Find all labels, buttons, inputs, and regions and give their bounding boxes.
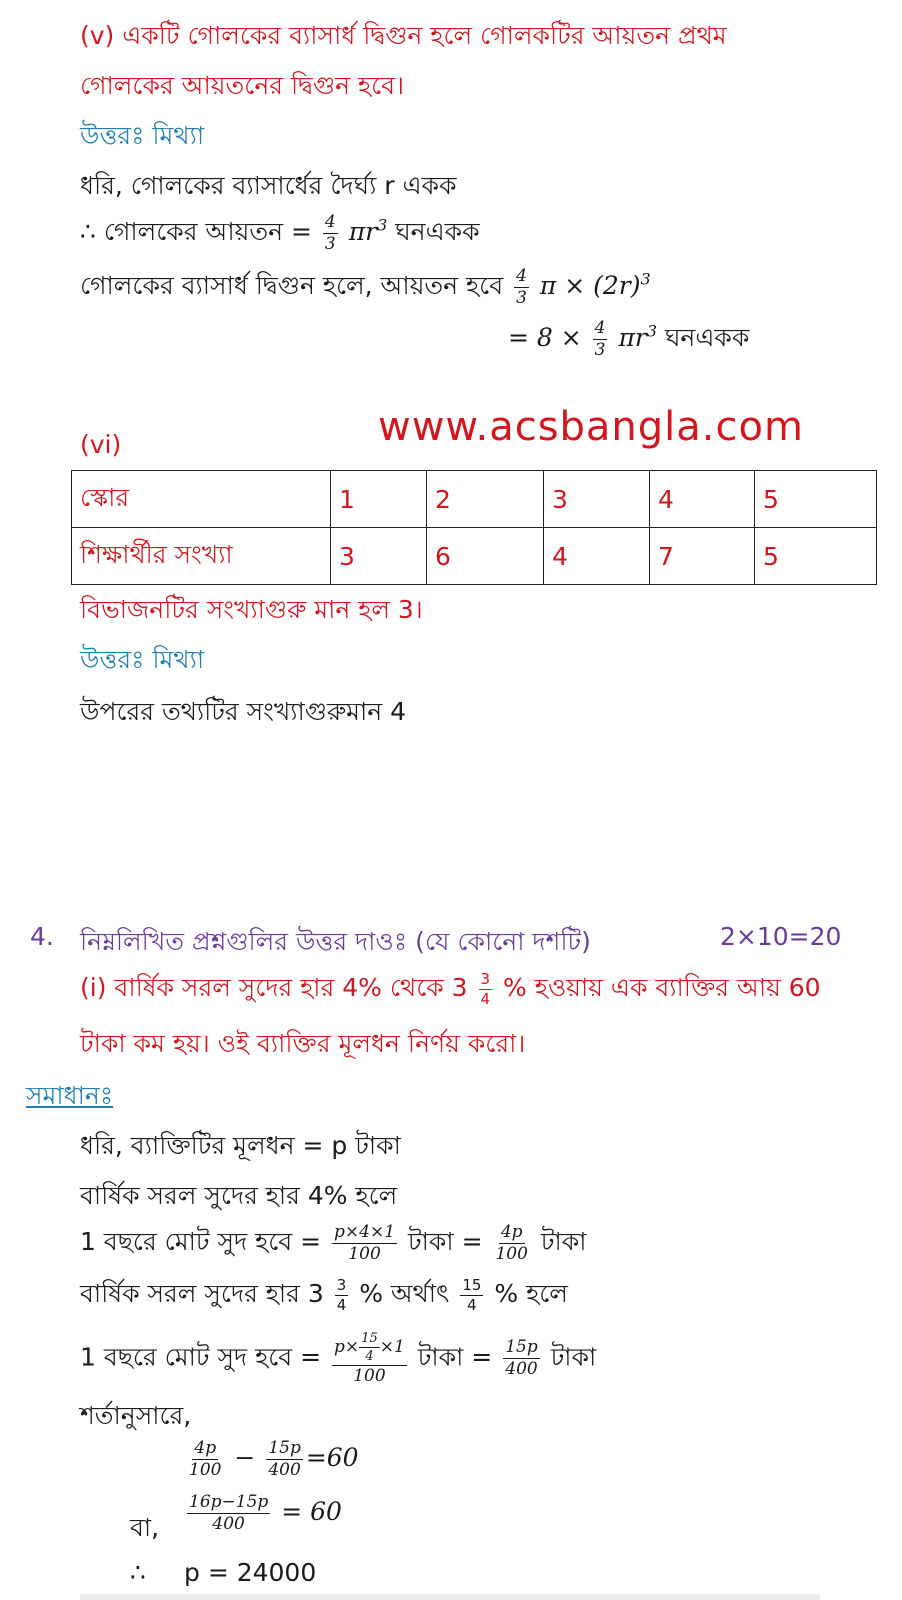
table-row: স্কোর 1 2 3 4 5 xyxy=(72,471,877,528)
answer-vi: উত্তরঃ মিথ্যা xyxy=(80,645,205,674)
v-line2-eq: = xyxy=(291,217,312,246)
solution-line6: শর্তানুসারে, xyxy=(80,1401,192,1430)
table-row: শিক্ষার্থীর সংখ্যা 3 6 4 7 5 xyxy=(72,528,877,585)
v-line1: ধরি, গোলকের ব্যাসার্ধের দৈর্ঘ্য r একক xyxy=(80,171,457,200)
solution-line4: বার্ষিক সরল সুদের হার 3 $\frac{3}{4}$ % অর্থাৎ $\frac{15}{4}$ % হলে xyxy=(80,1275,568,1314)
v-doubled-formula: গোলকের ব্যাসার্ধ দ্বিগুন হলে, আয়তন হবে $\frac{4}{3}$ $\pi \times (2r)^3$ xyxy=(80,265,651,308)
question-4i-line1: (i) বার্ষিক সরল সুদের হার 4% থেকে 3 $\frac{3}{4}$ % হওয়ায় এক ব্যাক্তির আয় 60 xyxy=(80,969,821,1008)
solution-line5: 1 বছরে মোট সুদ হবে = p× $\frac{15}{4}$ ×1 100 টাকা = $\frac{15p}{400}$ টাকা xyxy=(80,1331,597,1386)
solution-line3: 1 বছরে মোট সুদ হবে = $\frac{p\times 4\times 1}{100}$ টাকা = $\frac{4p}{100}$ টাকা xyxy=(80,1221,587,1264)
equation-2-label: বা, xyxy=(130,1513,160,1542)
question-4i-line2: টাকা কম হয়। ওই ব্যাক্তির মূলধন নির্ণয় করো। xyxy=(80,1029,526,1058)
solution-line1: ধরি, ব্যাক্তিটির মূলধন = p টাকা xyxy=(80,1131,401,1160)
answer-v: উত্তরঃ মিথ্যা xyxy=(80,121,205,150)
frac-3-4: $\frac{3}{4}$ xyxy=(480,969,491,1008)
question-vi-label: (vi) xyxy=(80,430,122,459)
v-frac-4-3-b: $\frac{4}{3}$ xyxy=(516,265,527,308)
equation-3-label: ∴ xyxy=(130,1558,146,1587)
question-4-marks: 2×10=20 xyxy=(720,922,842,951)
v-frac-4-3-c: $\frac{4}{3}$ xyxy=(594,317,606,360)
v-frac-4-3: $\frac{4}{3}$ xyxy=(324,211,336,254)
v-line2-prefix: ∴ গোলকের আয়তন xyxy=(80,217,284,246)
equation-3: p = 24000 xyxy=(184,1558,317,1587)
question-v-line2: গোলকের আয়তনের দ্বিগুন হবে। xyxy=(80,71,405,100)
question-v-line1: (v) একটি গোলকের ব্যাসার্ধ দ্বিগুন হলে গোলকটির আয়তন প্রথম xyxy=(80,21,727,50)
v-unit: ঘনএকক xyxy=(395,217,480,246)
vi-explanation: উপরের তথ্যটির সংখ্যাগুরুমান 4 xyxy=(80,697,407,726)
question-4-heading: নিম্নলিখিত প্রশ্নগুলির উত্তর দাওঃ (যে কোনো দশটি) xyxy=(80,927,591,956)
solution-label: সমাধানঃ xyxy=(26,1081,114,1110)
v-volume-formula: ∴ গোলকের আয়তন = $\frac{4}{3}$ $\pi r^3$ ঘনএকক xyxy=(80,211,480,254)
watermark-text: www.acsbangla.com xyxy=(378,404,804,450)
solution-line2: বার্ষিক সরল সুদের হার 4% হলে xyxy=(80,1181,398,1210)
score-table xyxy=(71,470,877,585)
question-vi-statement: বিভাজনটির সংখ্যাগুরু মান হল 3। xyxy=(80,595,423,624)
equation-2: $\frac{16p-15p}{400}$ = 60 xyxy=(189,1492,342,1534)
question-4-number: 4. xyxy=(30,922,54,951)
v-result: = 8 × $\frac{4}{3}$ $\pi r^3$ ঘনএকক xyxy=(508,317,750,360)
equation-1: $\frac{4p}{100}$ − $\frac{15p}{400}$ =60 xyxy=(189,1438,359,1480)
bottom-divider xyxy=(80,1594,820,1600)
